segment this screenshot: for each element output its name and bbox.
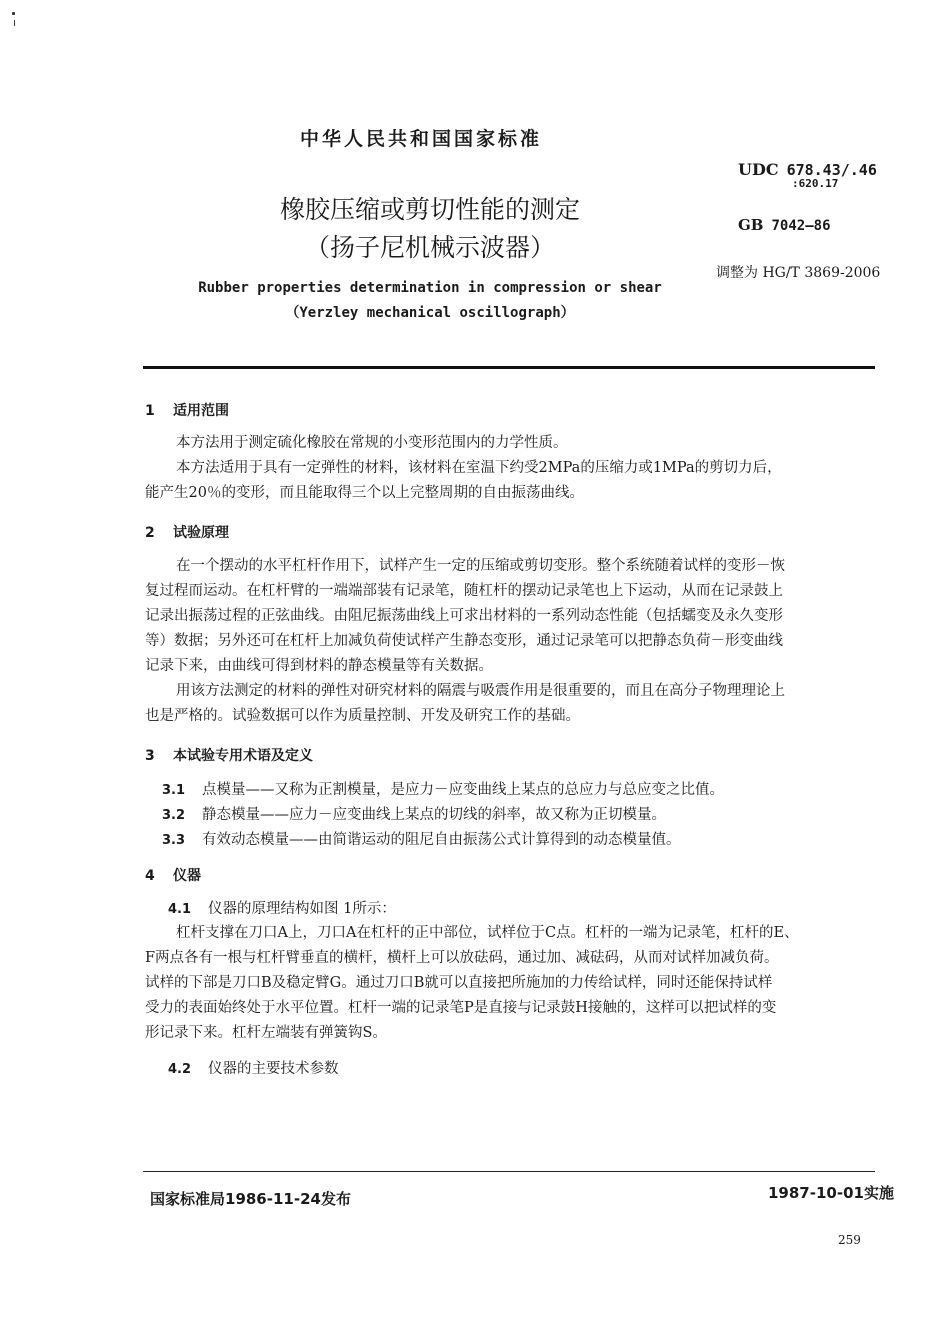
term-item: 3.3 有效动态模量——由简谐运动的阻尼自由振荡公式计算得到的动态模量值。 xyxy=(162,832,681,848)
section-2-heading: 2 试验原理 xyxy=(145,525,229,541)
title-english-line1: Rubber properties determination in compression or shear xyxy=(198,280,662,296)
section-4-2-heading: 4.2 仪器的主要技术参数 xyxy=(168,1061,339,1077)
issue-date: 国家标准局1986-11-24发布 xyxy=(150,1190,351,1208)
section-2-paragraph-2-line1: 用该方法测定的材料的弹性对研究材料的隔震与吸震作用是很重要的，而且在高分子物理理论上 xyxy=(176,683,785,699)
udc-label: UDC xyxy=(738,160,779,179)
section-1-paragraph-1: 本方法用于测定硫化橡胶在常规的小变形范围内的力学性质。 xyxy=(176,435,568,451)
gb-standard-number xyxy=(738,216,831,234)
title-chinese-line1: 橡胶压缩或剪切性能的测定 xyxy=(279,195,580,224)
header-divider xyxy=(143,366,875,369)
scan-speck xyxy=(12,12,15,15)
section-4-paragraph-line4: 受力的表面始终处于水平位置。杠杆一端的记录笔P是直接与记录鼓H接触的，这样可以把试样的变 xyxy=(145,1000,777,1016)
section-2-paragraph-1-line3: 记录出振荡过程的正弦曲线。由阻尼振荡曲线上可求出材料的一系列动态性能（包括蠕变及永久变形 xyxy=(145,608,783,624)
section-1-heading: 1 适用范围 xyxy=(145,403,229,419)
term-item: 3.2 静态模量——应力－应变曲线上某点的切线的斜率，故又称为正切模量。 xyxy=(162,807,666,823)
section-1-paragraph-2-line1: 本方法适用于具有一定弹性的材料，该材料在室温下约受2MPa的压缩力或1MPa的剪切力后， xyxy=(176,460,782,476)
section-4-paragraph-line2: F两点各有一根与杠杆臂垂直的横杆，横杆上可以放砝码，通过加、减砝码，从而对试样加减负荷。 xyxy=(145,950,779,966)
title-english-line2: （Yerzley mechanical oscillograph） xyxy=(285,305,575,321)
section-4-paragraph-line3: 试样的下部是刀口B及稳定臂G。通过刀口B就可以直接把所施加的力传给试样，同时还能保持试样 xyxy=(145,975,773,991)
section-2-paragraph-1-line2: 复过程而运动。在杠杆臂的一端端部装有记录笔，随杠杆的摆动记录笔也上下运动，从而在记录鼓上 xyxy=(145,583,783,599)
section-2-paragraph-1-line5: 记录下来，由曲线可得到材料的静态模量等有关数据。 xyxy=(145,658,493,674)
effective-date: 1987-10-01实施 xyxy=(768,1184,894,1202)
section-2-paragraph-1-line4: 等）数据；另外还可在杠杆上加减负荷使试样产生静态变形，通过记录笔可以把静态负荷－形变曲线 xyxy=(145,633,783,649)
term-item: 3.1 点模量——又称为正割模量，是应力－应变曲线上某点的总应力与总应变之比值。 xyxy=(162,782,724,798)
section-4-paragraph-line5: 形记录下来。杠杆左端装有弹簧钩S。 xyxy=(145,1025,387,1041)
section-3-heading: 3 本试验专用术语及定义 xyxy=(145,748,313,764)
adjusted-standard-note: 调整为 HG/T 3869-2006 xyxy=(716,265,881,281)
gb-number: 7042—86 xyxy=(771,218,831,234)
section-4-heading: 4 仪器 xyxy=(145,868,201,884)
footer-divider xyxy=(143,1171,875,1172)
national-standard-heading: 中华人民共和国国家标准 xyxy=(300,128,543,150)
udc-classification xyxy=(738,160,877,190)
udc-number-line2: :620.17 xyxy=(792,177,839,190)
section-4-1-heading: 4.1 仪器的原理结构如图 1所示： xyxy=(168,901,396,917)
section-2-paragraph-1-line1: 在一个摆动的水平杠杆作用下，试样产生一定的压缩或剪切变形。整个系统随着试样的变形－恢 xyxy=(176,558,785,574)
gb-label: GB xyxy=(738,216,764,234)
page-number: 259 xyxy=(838,1233,861,1247)
section-1-paragraph-2-line2: 能产生20％的变形，而且能取得三个以上完整周期的自由振荡曲线。 xyxy=(145,485,584,501)
section-2-paragraph-2-line2: 也是严格的。试验数据可以作为质量控制、开发及研究工作的基础。 xyxy=(145,708,580,724)
section-4-paragraph-line1: 杠杆支撑在刀口A上，刀口A在杠杆的正中部位，试样位于C点。杠杆的一端为记录笔，杠杆的E、 xyxy=(176,925,799,941)
udc-number: 678.43/.46 xyxy=(786,161,877,179)
scan-speck xyxy=(14,20,15,26)
title-chinese-line2: （扬子尼机械示波器） xyxy=(304,233,555,262)
